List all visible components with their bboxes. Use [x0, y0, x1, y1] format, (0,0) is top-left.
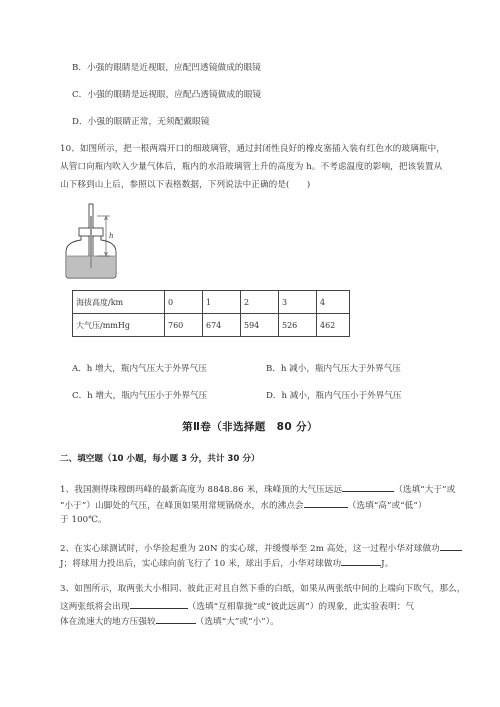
- q9-option-c: C．小强的眼睛是远视眼，应配凸透镜做成的眼镜: [72, 90, 262, 100]
- section-title: 第Ⅱ卷（非选择题 80 分）: [182, 421, 318, 433]
- figure-h-label: h: [109, 232, 114, 240]
- q3-blank-1[interactable]: [130, 599, 188, 609]
- q10-option-d: D．h 减小，瓶内气压小于外界气压: [266, 391, 402, 401]
- table-row-altitude: [73, 291, 350, 314]
- table-cell: 0: [165, 291, 203, 314]
- table-cell: 4: [317, 291, 350, 314]
- q2-text-a: 2、在实心球测试时，小华捡起重为 20N 的实心球，并缓慢举至 2m 高处，这一过程小华对球做功: [60, 544, 440, 554]
- fill-q1-line2: [60, 498, 427, 512]
- table-cell: 674: [203, 314, 241, 337]
- q3-text-e: （选填“大”或“小”）。: [195, 617, 279, 627]
- fill-q3-line1: 3、如图所示，取两张大小相同、彼此正对且自然下垂的白纸，如果从两张纸中间的上端向下吹气，那么，: [60, 584, 466, 594]
- table-row-pressure: [73, 314, 350, 337]
- q10-stem-line2: 从管口向瓶内吹入少量气体后，瓶内的水沿玻璃管上升的高度为 h。不考虑温度的影响，把该装置从: [60, 162, 443, 172]
- q10-stem-line1: 10、如图所示，把一根两端开口的细玻璃管，通过封闭性良好的橡皮塞插入装有红色水的玻璃瓶中，: [60, 144, 445, 154]
- fill-in-heading: 二、填空题（10 小题，每小题 3 分，共计 30 分）: [60, 454, 260, 464]
- q10-option-b: B．h 减小，瓶内气压大于外界气压: [266, 364, 401, 374]
- q1-blank-2[interactable]: [304, 498, 348, 508]
- table-cell: 462: [317, 314, 350, 337]
- q1-text-a: 1、我国测得珠穆朗玛峰的最新高度为 8848.86 米，珠峰顶的大气压远远: [60, 485, 343, 495]
- table-cell: 760: [165, 314, 203, 337]
- table-header-pressure: 大气压/mmHg: [73, 314, 165, 337]
- table-cell: 526: [279, 314, 317, 337]
- fill-q1-line1: [60, 482, 455, 496]
- q9-option-b: B．小强的眼睛是近视眼，应配凹透镜做成的眼镜: [72, 63, 261, 73]
- table-header-altitude: 海拔高度/km: [73, 291, 165, 314]
- table-cell: 3: [279, 291, 317, 314]
- q2-blank-2[interactable]: [341, 556, 381, 566]
- table-cell: 1: [203, 291, 241, 314]
- table-cell: 2: [241, 291, 279, 314]
- table-cell: 594: [241, 314, 279, 337]
- fill-q3-line3: [60, 614, 279, 628]
- q10-stem-line3: 山下移到山上后，参照以下表格数据，下列说法中正确的是( ): [60, 180, 311, 190]
- q1-text-d: （选填“高”或“低”）: [347, 501, 427, 511]
- q1-blank-1[interactable]: [342, 482, 394, 492]
- q3-blank-2[interactable]: [156, 614, 196, 624]
- fill-q2-line1: [60, 541, 462, 555]
- q3-text-b: 这两张纸将会出现: [60, 602, 130, 612]
- q10-option-c: C．h 增大，瓶内气压小于外界气压: [72, 391, 208, 401]
- fill-q3-line2: [60, 599, 414, 613]
- altitude-pressure-table: [72, 290, 350, 337]
- fill-q1-line3: 于 100℃。: [60, 515, 107, 525]
- fill-q2-line2: [60, 556, 393, 570]
- q10-option-a: A．h 增大，瓶内气压大于外界气压: [72, 364, 207, 374]
- q1-text-b: （选填“大于”或: [394, 485, 456, 495]
- q9-option-d: D．小强的眼睛正常，无须配戴眼镜: [72, 117, 210, 127]
- q3-text-c: （选填“互相靠拢”或“彼此远离”）的现象，此实验表明：气: [187, 602, 415, 612]
- q2-text-b: J；将球用力投出后，实心球向前飞行了 10 米，球出手后，小华对球做功: [60, 559, 342, 569]
- q2-blank-1[interactable]: [440, 541, 462, 551]
- q1-text-c: “小于”）山脚处的气压，在峰顶如果用常规锅烧水，水的沸点会: [60, 501, 304, 511]
- bottle-tube-figure: [60, 202, 140, 280]
- q2-text-c: J。: [381, 559, 394, 569]
- q3-text-d: 体在流速大的地方压强较: [60, 617, 156, 627]
